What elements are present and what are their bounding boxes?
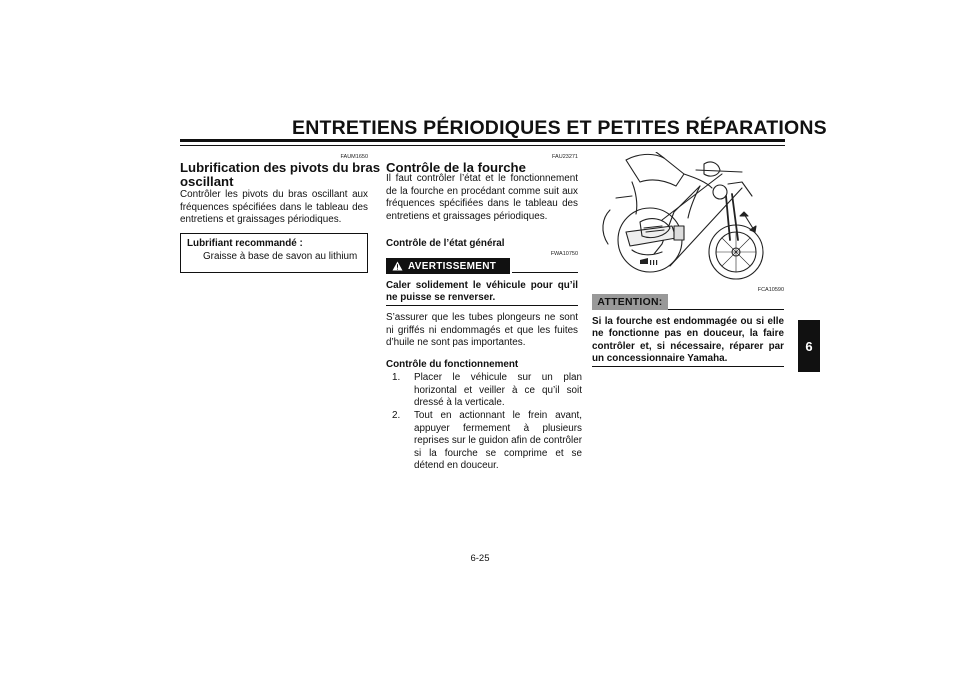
attention-rule-bottom <box>592 366 784 367</box>
lubricant-value: Graisse à base de savon au lithium <box>203 251 358 262</box>
attention-badge: ATTENTION: <box>592 294 668 310</box>
chapter-tab: 6 <box>798 320 820 372</box>
warning-badge <box>386 258 510 274</box>
paragraph-tubes: S’assurer que les tubes plongeurs ne sont ni griffés ni endommagés et que les fuites d’huile ne sont pas importantes. <box>386 312 578 349</box>
step-number: 1. <box>392 372 401 383</box>
lubricant-title: Lubrifiant recommandé : <box>187 238 303 249</box>
header-rule-thin <box>180 145 785 146</box>
paragraph-fork-intro: Il faut contrôler l’état et le fonctionnement de la fourche en procédant comme suit aux fréquences spécifiées dans le tableau des entretiens et graissages périodiques. <box>386 173 578 222</box>
page-number: 6-25 <box>470 553 490 564</box>
section-code-fork: FAU23271 <box>552 154 578 160</box>
subheading-general-check: Contrôle de l’état général <box>386 238 505 249</box>
step-number: 2. <box>392 410 401 421</box>
heading-swingarm-line1: Lubrification des pivots du bras <box>180 160 381 175</box>
warning-rule-top <box>512 272 578 273</box>
paragraph-swingarm: Contrôler les pivots du bras oscillant aux fréquences spécifiées dans le tableau des entretiens et graissages périodiques. <box>180 189 368 226</box>
fork-check-illustration <box>592 152 786 282</box>
warning-triangle-icon <box>392 261 403 271</box>
list-item <box>392 410 582 474</box>
page-header-title: ENTRETIENS PÉRIODIQUES ET PETITES RÉPARATIONS <box>292 117 827 139</box>
warning-code: FWA10750 <box>550 251 578 257</box>
list-item <box>392 372 582 410</box>
lubricant-box <box>180 233 368 273</box>
section-code-swingarm: FAUM1650 <box>340 154 368 160</box>
heading-fork: Contrôle de la fourche <box>386 160 526 175</box>
warning-label: AVERTISSEMENT <box>408 260 497 272</box>
step-text: Tout en actionnant le frein avant, appuyer fermement à plusieurs reprises sur le guidon afin de contrôler si la fourche se comprime et se détend en douceur. <box>414 410 582 472</box>
figure-code: FCA10590 <box>757 287 784 293</box>
attention-text: Si la fourche est endommagée ou si elle ne fonctionne pas en douceur, la faire contrôler et, si nécessaire, réparer par un concessionnaire Yamaha. <box>592 316 784 365</box>
attention-rule-top <box>668 309 784 310</box>
warning-rule-bottom <box>386 305 578 306</box>
warning-text: Caler solidement le véhicule pour qu’il ne puisse se renverser. <box>386 280 578 304</box>
subheading-function-check: Contrôle du fonctionnement <box>386 359 519 370</box>
header-rule-thick <box>180 139 785 142</box>
step-text: Placer le véhicule sur un plan horizontal et veiller à ce qu’il soit dressé à la verticale. <box>414 372 582 409</box>
heading-swingarm-line2: oscillant <box>180 174 234 189</box>
